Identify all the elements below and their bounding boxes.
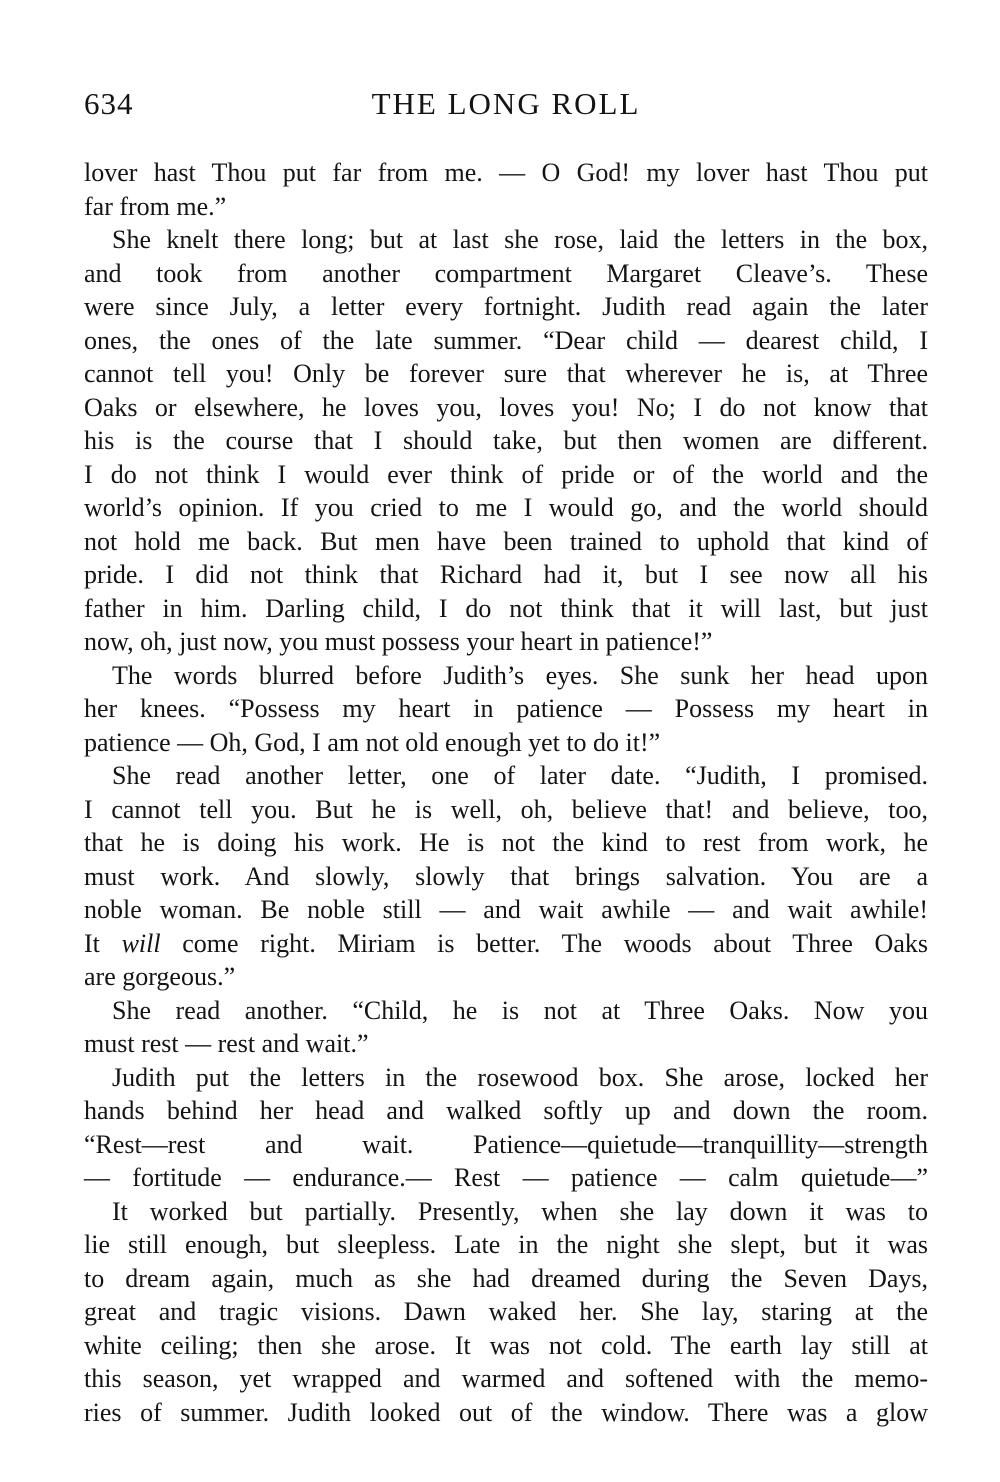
text-line: noble woman. Be noble still — and wait awhile — and wait awhile! [84,895,928,924]
text-line: his is the course that I should take, but then women are different. [84,426,928,455]
text-line: must work. And slowly, slowly that brings salvation. You are a [84,861,928,891]
text-line: were since July, a letter every fortnight. Judith read again the later [84,292,928,321]
running-title: THE LONG ROLL [371,86,641,121]
text-line: world’s opinion. If you cried to me I would go, and the world should [84,493,928,522]
text-line: not hold me back. But men have been trained to uphold that kind of [84,526,928,556]
text-line: It worked but partially. Presently, when she lay down it was to [112,1196,928,1226]
text-line: patience — Oh, God, I am not old enough yet to do it!” [84,727,661,757]
text-line: I do not think I would ever think of pride or of the world and the [84,459,928,489]
page-number: 634 [84,86,134,121]
text-line: “Rest—rest and wait. Patience—quietude—tranquillity—strength [84,1129,928,1159]
text-line: She read another letter, one of later date. “Judith, I promised. [112,761,928,790]
line-segment: come right. Miriam is better. The woods about Three Oaks [160,928,928,958]
page-header [84,86,928,136]
text-line: white ceiling; then she arose. It was not cold. The earth lay still at [84,1330,928,1360]
text-line: lover hast Thou put far from me. — O God! my lover hast Thou put [84,158,928,187]
text-line: She read another. “Child, he is not at Three Oaks. Now you [112,995,928,1025]
emphasized-word: will [121,928,161,958]
body-text [84,156,928,1429]
text-line: — fortitude — endurance.— Rest — patience — calm quietude—” [84,1163,928,1192]
text-line: this season, yet wrapped and warmed and softened with the memo- [84,1364,928,1393]
text-line: father in him. Darling child, I do not think that it will last, but just [84,593,928,623]
text-line: ones, the ones of the late summer. “Dear child — dearest child, I [84,325,928,355]
text-line: I cannot tell you. But he is well, oh, believe that! and believe, too, [84,794,928,824]
text-line: must rest — rest and wait.” [84,1029,369,1058]
text-line-with-emphasis [84,927,928,961]
text-line: to dream again, much as she had dreamed during the Seven Days, [84,1263,928,1293]
text-line: cannot tell you! Only be forever sure that wherever he is, at Three [84,359,928,388]
text-line: are gorgeous.” [84,962,236,991]
text-line: Oaks or elsewhere, he loves you, loves you! No; I do not know that [84,392,928,422]
text-line: hands behind her head and walked softly up and down the room. [84,1096,928,1125]
text-line: lie still enough, but sleepless. Late in the night she slept, but it was [84,1230,928,1259]
text-line: far from me.” [84,191,227,221]
text-line: that he is doing his work. He is not the kind to rest from work, he [84,828,928,857]
text-line: Judith put the letters in the rosewood box. She arose, locked her [112,1062,928,1092]
text-line: The words blurred before Judith’s eyes. She sunk her head upon [112,660,928,690]
text-line: She knelt there long; but at last she rose, laid the letters in the box, [112,225,928,254]
text-line: pride. I did not think that Richard had it, but I see now all his [84,560,928,589]
text-line: great and tragic visions. Dawn waked her. She lay, staring at the [84,1297,928,1326]
text-line: ries of summer. Judith looked out of the window. There was a glow [84,1397,928,1427]
text-line: and took from another compartment Margaret Cleave’s. These [84,258,928,288]
text-line: now, oh, just now, you must possess your heart in patience!” [84,627,713,656]
line-segment: It [84,928,122,958]
text-line: her knees. “Possess my heart in patience — Possess my heart in [84,694,928,723]
